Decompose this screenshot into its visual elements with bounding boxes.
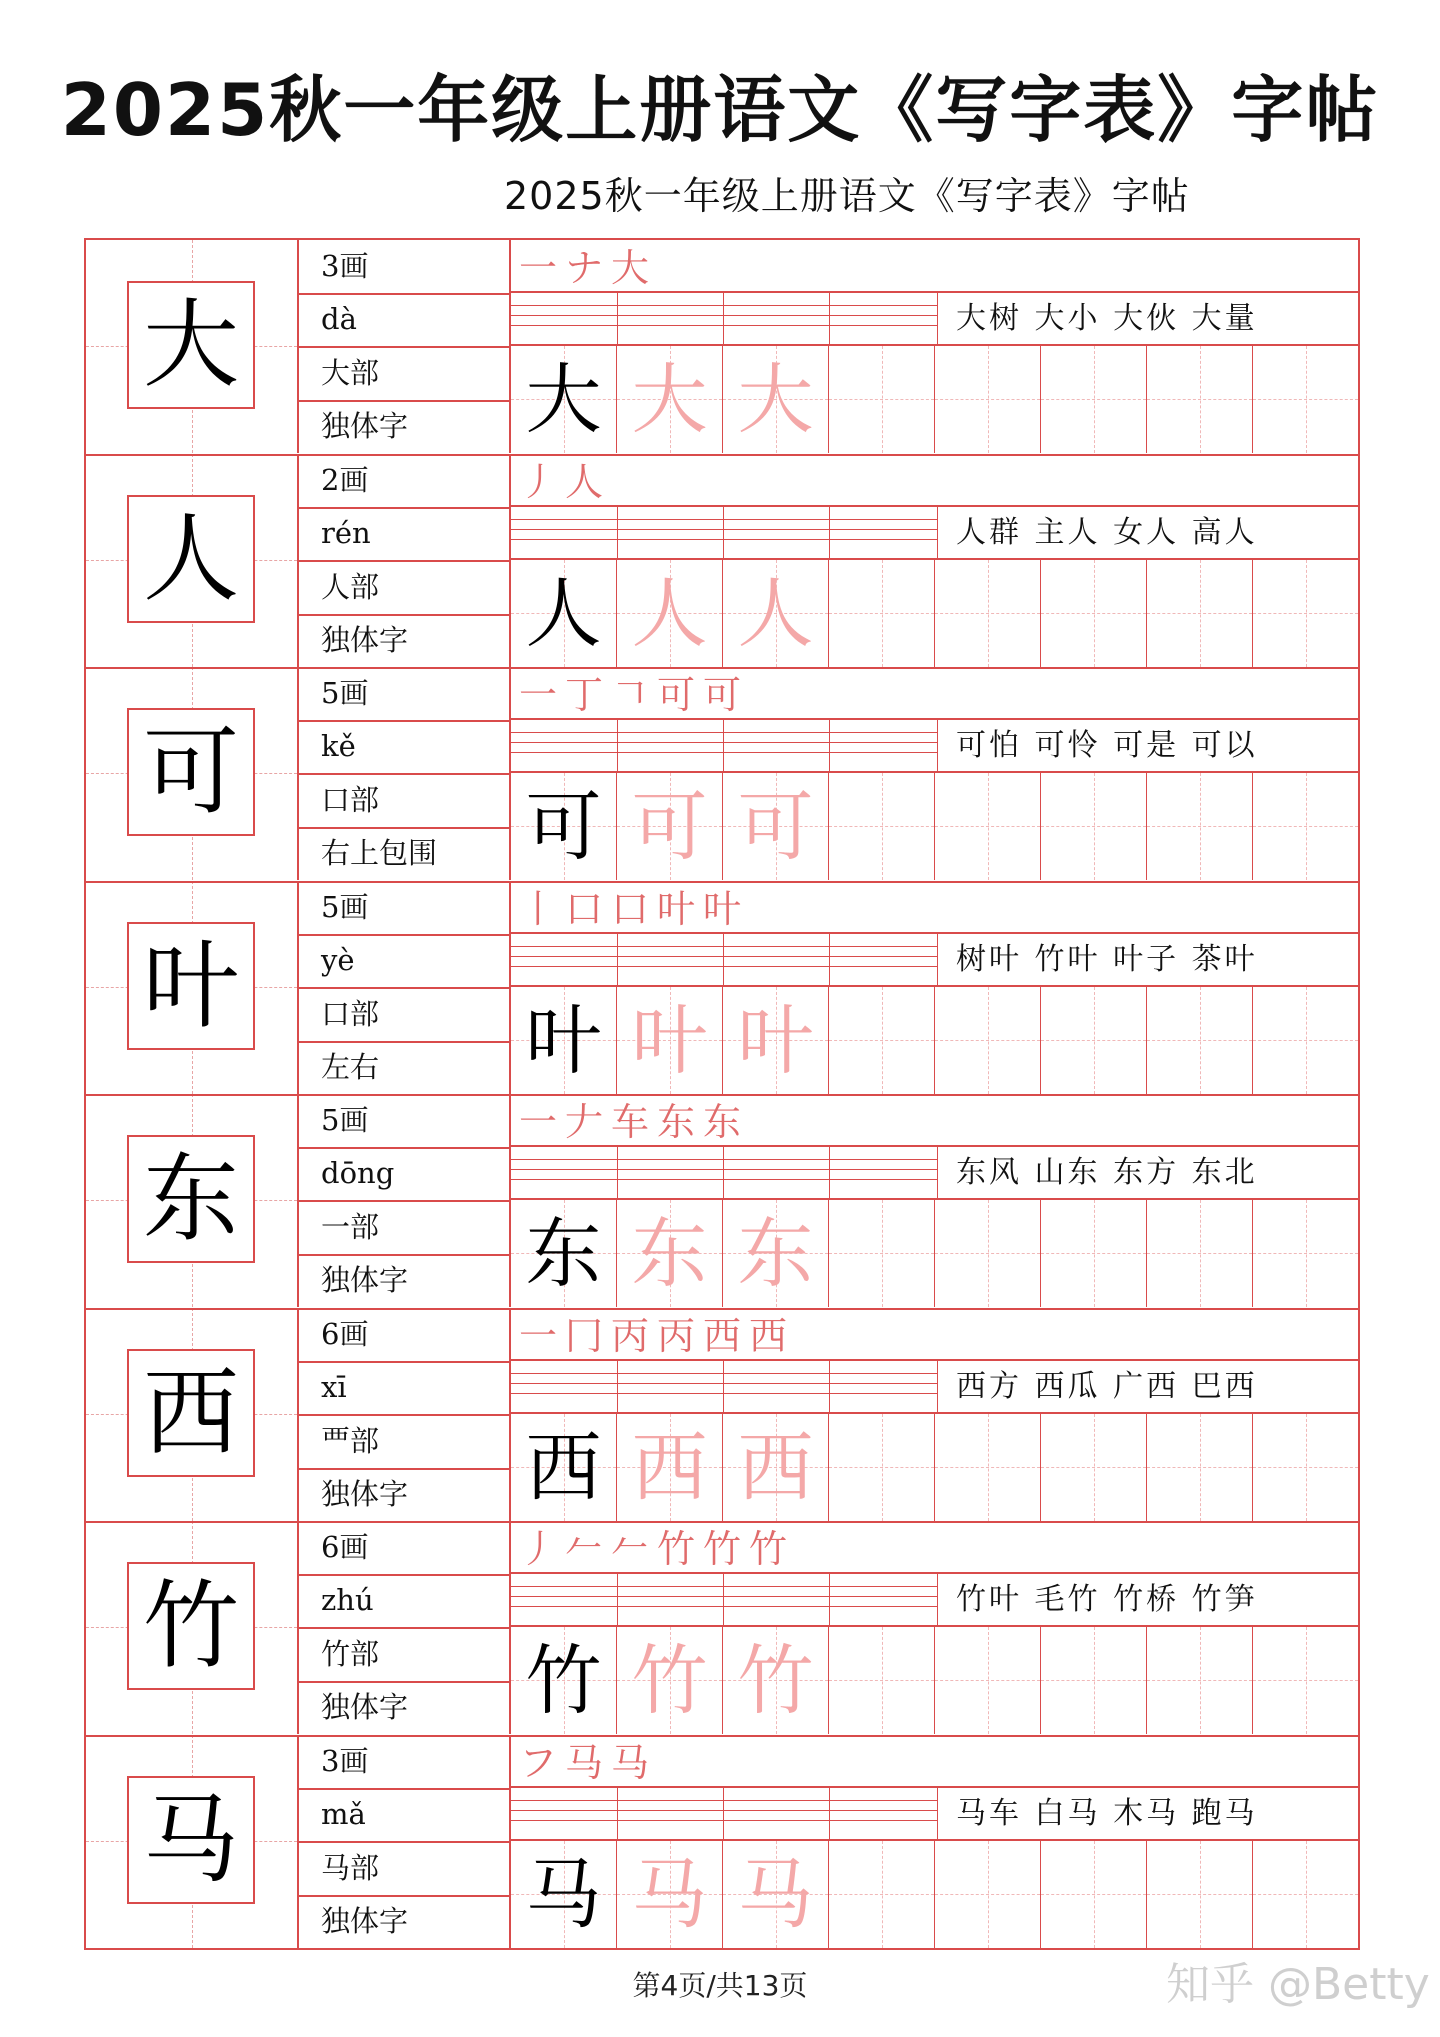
structure: 独体字 (321, 622, 409, 657)
practice-square (1253, 1200, 1359, 1307)
radical: 口部 (321, 782, 380, 817)
main-char-cell (86, 667, 299, 880)
watermark: 知乎 @Betty (1166, 1959, 1430, 2010)
char-info (299, 240, 511, 453)
pinyin-lines (511, 934, 937, 987)
model-char: 竹 (525, 1635, 602, 1725)
pinyin: mǎ (321, 1797, 366, 1832)
radical: 覀部 (321, 1423, 380, 1458)
char-info (299, 454, 511, 667)
stroke-sequence: 一丁𠃍可可 (519, 673, 750, 717)
pinyin-lines (511, 293, 937, 346)
practice-grid (511, 560, 1358, 667)
row-divider (86, 454, 1358, 456)
practice-square (1147, 560, 1253, 667)
radical: 竹部 (321, 1636, 380, 1671)
char-info (299, 1735, 511, 1948)
row-divider (86, 667, 1358, 669)
stroke-sequence: フ马马 (519, 1741, 658, 1785)
practice-grid (511, 773, 1358, 880)
practice-square (617, 1414, 723, 1521)
practice-square (1041, 346, 1147, 453)
practice-square (935, 1200, 1041, 1307)
stroke-count: 5画 (321, 1103, 369, 1137)
char-row (86, 240, 1358, 453)
practice-square (1253, 346, 1359, 453)
stroke-count: 2画 (321, 463, 369, 497)
practice-square (829, 1841, 935, 1948)
example-words: 东风 山东 东方 东北 (937, 1147, 1358, 1200)
practice-square (723, 1841, 829, 1948)
char-row (86, 454, 1358, 667)
practice-square (1253, 1627, 1359, 1734)
char-row (86, 1735, 1358, 1948)
main-char-cell (86, 1308, 299, 1521)
practice-square (1147, 1414, 1253, 1521)
pinyin-lines (511, 507, 937, 560)
example-words: 西方 西瓜 广西 巴西 (937, 1361, 1358, 1414)
stroke-sequence: 丨口口叶叶 (519, 887, 750, 931)
stroke-count: 3画 (321, 249, 369, 283)
structure: 独体字 (321, 408, 409, 443)
structure: 独体字 (321, 1476, 409, 1511)
practice-square (935, 987, 1041, 1094)
model-char: 可 (525, 781, 602, 871)
practice-square (617, 1841, 723, 1948)
practice-square (1147, 1627, 1253, 1734)
example-words: 竹叶 毛竹 竹桥 竹笋 (937, 1574, 1358, 1627)
practice-square (617, 346, 723, 453)
practice-square (511, 1414, 617, 1521)
trace-char: 人 (737, 568, 814, 658)
trace-char: 马 (737, 1849, 814, 1939)
structure: 右上包围 (321, 835, 438, 870)
char-row (86, 1308, 1358, 1521)
practice-square (935, 1414, 1041, 1521)
practice-square (829, 773, 935, 880)
pinyin: zhú (321, 1583, 374, 1618)
main-char-cell (86, 881, 299, 1094)
radical: 大部 (321, 355, 380, 390)
main-char: 大 (127, 281, 255, 409)
pinyin-lines (511, 1788, 937, 1841)
practice-square (1041, 1627, 1147, 1734)
practice-square (829, 346, 935, 453)
practice-square (511, 1200, 617, 1307)
example-words: 树叶 竹叶 叶子 茶叶 (937, 934, 1358, 987)
char-row (86, 1094, 1358, 1307)
main-char-cell (86, 1735, 299, 1948)
pinyin: rén (321, 516, 371, 551)
stroke-count: 5画 (321, 676, 369, 710)
practice-square (1147, 773, 1253, 880)
example-words: 可怕 可怜 可是 可以 (937, 720, 1358, 773)
structure: 独体字 (321, 1689, 409, 1724)
practice-square (829, 1627, 935, 1734)
stroke-count: 6画 (321, 1317, 369, 1351)
practice-square (723, 346, 829, 453)
practice-square (723, 560, 829, 667)
practice-square (617, 773, 723, 880)
practice-grid (511, 1841, 1358, 1948)
stroke-order (511, 454, 1358, 507)
structure: 独体字 (321, 1903, 409, 1938)
practice-grid (511, 987, 1358, 1094)
practice-square (723, 987, 829, 1094)
trace-char: 西 (737, 1422, 814, 1512)
page-title: 2025秋一年级上册语文《写字表》字帖 (60, 68, 1380, 152)
trace-char: 东 (631, 1208, 708, 1298)
practice-square (511, 560, 617, 667)
trace-char: 西 (631, 1422, 708, 1512)
practice-square (1147, 346, 1253, 453)
stroke-order (511, 881, 1358, 934)
practice-square (617, 1200, 723, 1307)
practice-square (723, 1200, 829, 1307)
practice-square (1147, 1200, 1253, 1307)
pinyin-lines (511, 720, 937, 773)
stroke-sequence: 丿𠂉𠂉竹竹竹 (519, 1527, 796, 1571)
practice-square (1041, 1841, 1147, 1948)
trace-char: 竹 (737, 1635, 814, 1725)
trace-char: 大 (631, 354, 708, 444)
practice-grid (511, 1200, 1358, 1307)
pinyin-lines (511, 1361, 937, 1414)
pinyin-lines (511, 1574, 937, 1627)
practice-square (935, 1841, 1041, 1948)
row-divider (86, 1735, 1358, 1737)
model-char: 叶 (525, 995, 602, 1085)
stroke-order (511, 667, 1358, 720)
practice-square (617, 987, 723, 1094)
main-char: 人 (127, 495, 255, 623)
stroke-count: 6画 (321, 1530, 369, 1564)
stroke-count: 5画 (321, 890, 369, 924)
radical: 一部 (321, 1209, 380, 1244)
char-row (86, 667, 1358, 880)
practice-square (511, 1627, 617, 1734)
structure: 左右 (321, 1049, 380, 1084)
practice-square (1041, 773, 1147, 880)
practice-grid (511, 346, 1358, 453)
practice-square (617, 560, 723, 667)
practice-square (935, 1627, 1041, 1734)
practice-square (511, 346, 617, 453)
stroke-order (511, 1521, 1358, 1574)
char-row (86, 1521, 1358, 1734)
page-footer: 第4页/共13页 (632, 1969, 808, 2002)
trace-char: 人 (631, 568, 708, 658)
practice-square (935, 346, 1041, 453)
main-char-cell (86, 240, 299, 453)
main-char: 叶 (127, 922, 255, 1050)
radical: 马部 (321, 1850, 380, 1885)
example-words: 大树 大小 大伙 大量 (937, 293, 1358, 346)
practice-square (617, 1627, 723, 1734)
structure: 独体字 (321, 1262, 409, 1297)
page-subtitle: 2025秋一年级上册语文《写字表》字帖 (504, 174, 1190, 218)
practice-square (1253, 560, 1359, 667)
practice-square (1253, 987, 1359, 1094)
radical: 人部 (321, 569, 380, 604)
pinyin: dà (321, 302, 357, 337)
practice-square (723, 773, 829, 880)
trace-char: 可 (737, 781, 814, 871)
main-char: 竹 (127, 1562, 255, 1690)
main-char: 可 (127, 708, 255, 836)
example-words: 人群 主人 女人 高人 (937, 507, 1358, 560)
practice-square (1147, 1841, 1253, 1948)
pinyin: xī (321, 1370, 347, 1405)
radical: 口部 (321, 996, 380, 1031)
row-divider (86, 1094, 1358, 1096)
main-char: 马 (127, 1776, 255, 1904)
practice-square (935, 773, 1041, 880)
main-char-cell (86, 1094, 299, 1307)
stroke-sequence: 一𠂇车东东 (519, 1100, 750, 1144)
model-char: 东 (525, 1208, 602, 1298)
practice-grid (511, 1627, 1358, 1734)
practice-square (511, 773, 617, 880)
practice-square (829, 1414, 935, 1521)
trace-char: 大 (737, 354, 814, 444)
row-divider (86, 1308, 1358, 1310)
stroke-order (511, 1094, 1358, 1147)
stroke-order (511, 1308, 1358, 1361)
stroke-order (511, 1735, 1358, 1788)
practice-sheet (84, 238, 1360, 1950)
main-char: 西 (127, 1349, 255, 1477)
char-info (299, 667, 511, 880)
char-info (299, 881, 511, 1094)
model-char: 大 (525, 354, 602, 444)
row-divider (86, 1521, 1358, 1523)
trace-char: 东 (737, 1208, 814, 1298)
char-info (299, 1094, 511, 1307)
practice-square (829, 987, 935, 1094)
practice-square (723, 1627, 829, 1734)
main-char-cell (86, 454, 299, 667)
practice-square (511, 1841, 617, 1948)
practice-square (511, 987, 617, 1094)
practice-square (1041, 987, 1147, 1094)
pinyin-lines (511, 1147, 937, 1200)
practice-square (1041, 1414, 1147, 1521)
model-char: 人 (525, 568, 602, 658)
row-divider (86, 881, 1358, 883)
char-info (299, 1521, 511, 1734)
stroke-sequence: 一冂丙丙西西 (519, 1314, 796, 1358)
model-char: 马 (525, 1849, 602, 1939)
practice-grid (511, 1414, 1358, 1521)
main-char-cell (86, 1521, 299, 1734)
model-char: 西 (525, 1422, 602, 1512)
practice-square (829, 1200, 935, 1307)
practice-square (1041, 1200, 1147, 1307)
stroke-sequence: 一ナ大 (519, 246, 658, 290)
stroke-count: 3画 (321, 1744, 369, 1778)
practice-square (1253, 1841, 1359, 1948)
pinyin: kě (321, 729, 356, 764)
practice-square (723, 1414, 829, 1521)
example-words: 马车 白马 木马 跑马 (937, 1788, 1358, 1841)
pinyin: dōng (321, 1156, 395, 1191)
practice-square (1253, 1414, 1359, 1521)
trace-char: 竹 (631, 1635, 708, 1725)
practice-square (1147, 987, 1253, 1094)
pinyin: yè (321, 943, 355, 978)
trace-char: 叶 (631, 995, 708, 1085)
main-char: 东 (127, 1135, 255, 1263)
practice-square (1041, 560, 1147, 667)
stroke-sequence: 丿人 (519, 460, 612, 504)
char-info (299, 1308, 511, 1521)
char-row (86, 881, 1358, 1094)
practice-square (1253, 773, 1359, 880)
practice-square (829, 560, 935, 667)
practice-square (935, 560, 1041, 667)
trace-char: 马 (631, 1849, 708, 1939)
trace-char: 叶 (737, 995, 814, 1085)
trace-char: 可 (631, 781, 708, 871)
stroke-order (511, 240, 1358, 293)
